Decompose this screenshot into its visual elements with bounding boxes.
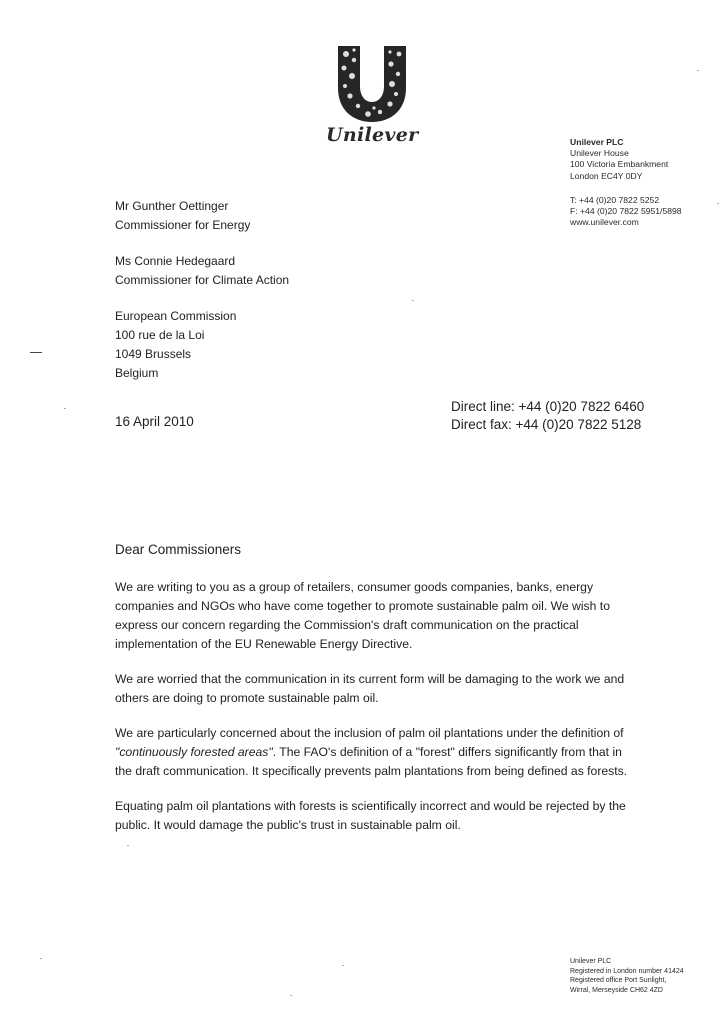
- scan-mark: [30, 352, 42, 353]
- paragraph-text: We are worried that the communication in its current form will be damaging to the work we and others are doing to promote sustainable palm oil.: [115, 672, 625, 705]
- scan-speck: [127, 845, 129, 846]
- footer-address: Wirral, Merseyside CH62 4ZD: [570, 986, 663, 994]
- registration-footer: [570, 957, 684, 995]
- paragraph-text: [115, 724, 635, 781]
- paragraph-3: [115, 724, 635, 781]
- institution-address: [115, 307, 236, 383]
- paragraph-text: We are writing to you as a group of retailers, consumer goods companies, banks, energy companies and NGOs who have come together to promote sustainable palm oil. We wish to express our concern regarding the Commission's draft communication on the practical implementation of the EU Renewable Energy Directive.: [115, 580, 610, 651]
- paragraph-1: [115, 578, 635, 654]
- scan-speck: [290, 995, 292, 996]
- unilever-u-emblem-icon: [334, 44, 410, 124]
- institution-name: European Commission: [115, 309, 237, 323]
- unilever-wordmark: Unilever: [326, 124, 419, 146]
- recipient-name: Mr Gunther Oettinger: [115, 199, 229, 213]
- recipient-2: [115, 252, 289, 290]
- company-address-block: [570, 137, 682, 228]
- recipient-title: Commissioner for Climate Action: [115, 273, 290, 287]
- scan-speck: [697, 70, 699, 71]
- paragraph-text-start: We are particularly concerned about the inclusion of palm oil plantations under the definition of: [115, 726, 624, 740]
- scan-speck: [40, 958, 42, 959]
- unilever-logo: [326, 44, 418, 146]
- direct-line: Direct line: +44 (0)20 7822 6460: [451, 399, 645, 414]
- institution-street: 100 rue de la Loi: [115, 328, 205, 342]
- company-phone: T: +44 (0)20 7822 5252: [570, 194, 660, 205]
- recipient-title: Commissioner for Energy: [115, 218, 251, 232]
- company-street: 100 Victoria Embankment: [570, 159, 669, 170]
- letter-date: 16 April 2010: [115, 414, 194, 429]
- scan-speck: [342, 965, 344, 966]
- paragraph-2: [115, 670, 635, 708]
- paragraph-text-end: . The FAO's definition of a "forest" differs significantly from that in the draft communication. It specifically prevents palm plantations from being defined as forests.: [115, 745, 628, 778]
- footer-office: Registered office Port Sunlight,: [570, 977, 667, 985]
- company-name: Unilever PLC: [570, 137, 624, 147]
- paragraph-text: Equating palm oil plantations with forests is scientifically incorrect and would be rejected by the public. It would damage the public's trust in sustainable palm oil.: [115, 799, 626, 832]
- scan-speck: [412, 300, 414, 301]
- footer-company: Unilever PLC: [570, 958, 612, 965]
- company-fax: F: +44 (0)20 7822 5951/5898: [570, 206, 682, 217]
- scan-speck: [64, 408, 66, 409]
- recipient-name: Ms Connie Hedegaard: [115, 254, 236, 268]
- scan-speck: [717, 203, 719, 204]
- institution-country: Belgium: [115, 366, 159, 380]
- company-building: Unilever House: [570, 148, 629, 159]
- company-website-link[interactable]: www.unilever.com: [570, 217, 639, 228]
- address-spacer: [570, 182, 682, 195]
- emphasized-term: "continuously forested areas": [115, 745, 273, 759]
- direct-fax: Direct fax: +44 (0)20 7822 5128: [451, 417, 642, 432]
- paragraph-4: [115, 797, 635, 835]
- salutation: Dear Commissioners: [115, 542, 242, 557]
- direct-contact: [451, 398, 644, 434]
- company-city: London EC4Y 0DY: [570, 170, 643, 181]
- institution-city: 1049 Brussels: [115, 347, 192, 361]
- recipient-1: [115, 197, 250, 235]
- footer-registered: Registered in London number 41424: [570, 967, 684, 975]
